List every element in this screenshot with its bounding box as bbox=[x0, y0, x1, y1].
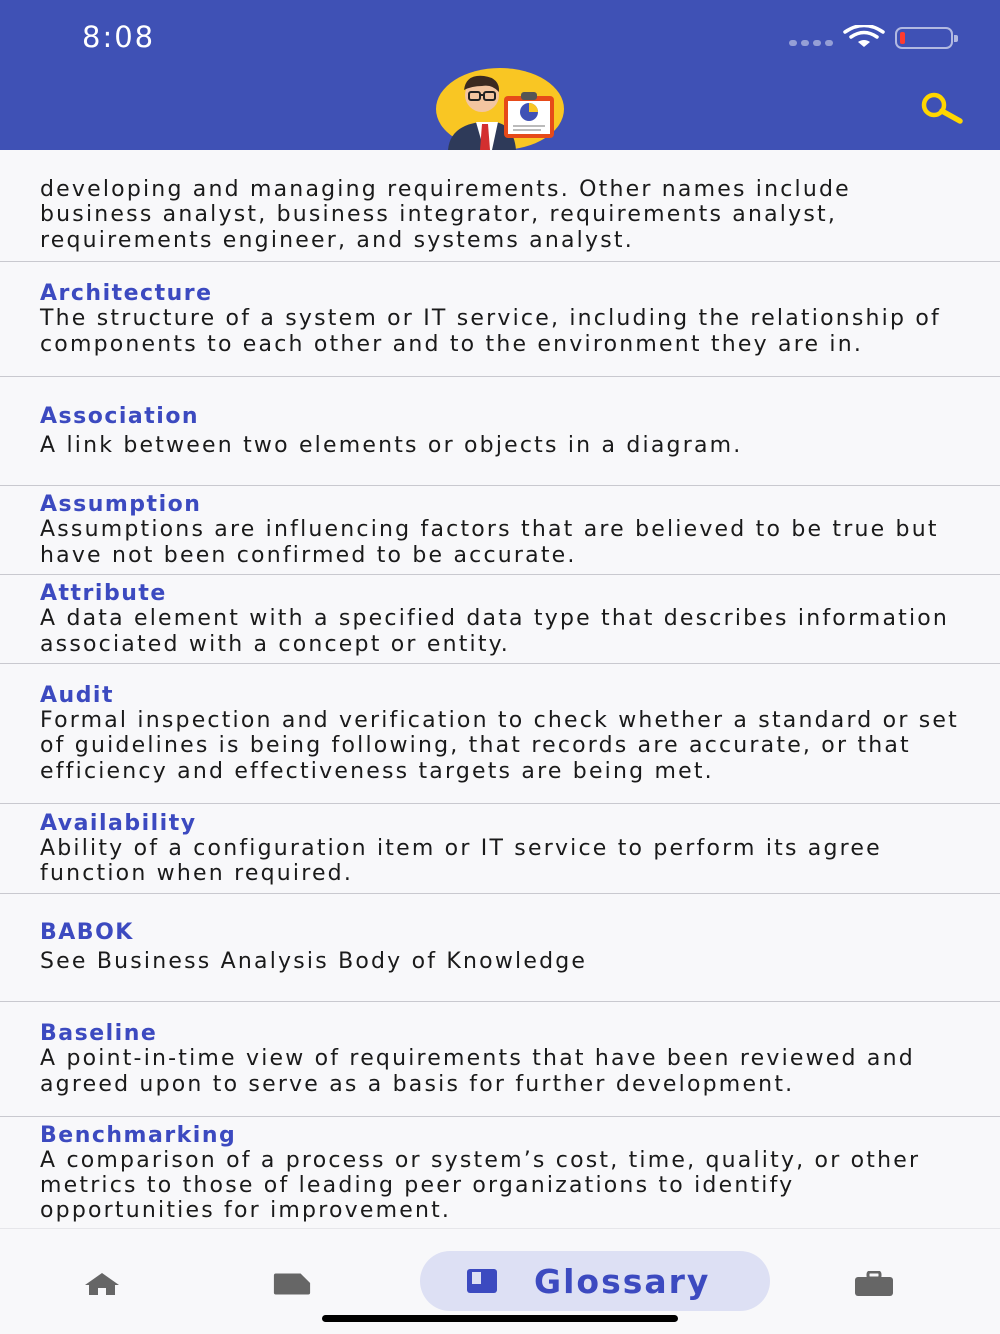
search-icon[interactable] bbox=[918, 92, 966, 124]
glossary-entry[interactable] bbox=[0, 894, 1000, 1002]
entry-term: Attribute bbox=[40, 581, 167, 607]
entry-term: Audit bbox=[40, 683, 114, 709]
entry-term: BABOK bbox=[40, 920, 134, 946]
tag-icon bbox=[272, 1272, 312, 1296]
entry-definition: Assumptions are influencing factors that are believed to be true but have not been confirmed to be accurate. bbox=[40, 517, 939, 568]
entry-definition: A data element with a specified data type that describes information associated with a concept or entity. bbox=[40, 606, 950, 657]
tab-glossary-label: Glossary bbox=[534, 1261, 711, 1301]
entry-definition: The structure of a system or IT service, including the relationship of components to each other and to the environment they are in. bbox=[40, 306, 941, 357]
status-time: 8:08 bbox=[82, 20, 156, 54]
glossary-entry[interactable] bbox=[0, 377, 1000, 486]
tab-glossary[interactable] bbox=[420, 1251, 770, 1311]
tab-work[interactable] bbox=[854, 1269, 894, 1299]
battery-icon bbox=[895, 27, 953, 49]
entry-definition: developing and managing requirements. Other names include business analyst, business integrator, requirements analyst, requirements engineer, and systems analyst. bbox=[40, 177, 851, 253]
entry-term: Association bbox=[40, 403, 200, 429]
glossary-list[interactable] bbox=[0, 150, 1000, 1228]
entry-definition: Ability of a configuration item or IT service to perform its agree function when required. bbox=[40, 835, 882, 886]
briefcase-icon bbox=[854, 1271, 894, 1297]
entry-definition: See Business Analysis Body of Knowledge bbox=[40, 949, 588, 975]
glossary-entry[interactable] bbox=[0, 804, 1000, 894]
book-icon bbox=[466, 1268, 498, 1294]
cellular-signal-icon bbox=[789, 40, 837, 46]
glossary-entry[interactable] bbox=[0, 664, 1000, 804]
entry-term: Availability bbox=[40, 810, 197, 836]
businessman-report-logo bbox=[436, 68, 564, 150]
home-indicator bbox=[322, 1315, 678, 1322]
entry-definition: A link between two elements or objects in a diagram. bbox=[40, 432, 743, 458]
entry-definition: Formal inspection and verification to check whether a standard or set of guidelines is being following, that records are accurate, or that efficiency and effectiveness targets are being met. bbox=[40, 708, 959, 784]
entry-term: Baseline bbox=[40, 1021, 158, 1047]
glossary-entry[interactable] bbox=[0, 1002, 1000, 1117]
app-header bbox=[0, 0, 1000, 150]
tab-home[interactable] bbox=[82, 1269, 122, 1299]
entry-term: Architecture bbox=[40, 281, 213, 307]
glossary-entry[interactable] bbox=[0, 575, 1000, 664]
glossary-entry[interactable] bbox=[0, 486, 1000, 575]
glossary-entry[interactable] bbox=[0, 262, 1000, 377]
entry-definition: A point-in-time view of requirements that have been reviewed and agreed upon to serve as a basis for further development. bbox=[40, 1046, 915, 1097]
entry-term: Assumption bbox=[40, 492, 202, 518]
home-icon bbox=[83, 1271, 121, 1297]
entry-definition: A comparison of a process or system’s cost, time, quality, or other metrics to those of leading peer organizations to identify opportunities for improvement. bbox=[40, 1147, 921, 1224]
glossary-entry[interactable] bbox=[0, 1117, 1000, 1228]
glossary-entry[interactable] bbox=[0, 150, 1000, 262]
entry-term: Benchmarking bbox=[40, 1122, 237, 1148]
wifi-icon bbox=[843, 25, 885, 47]
tab-tag[interactable] bbox=[272, 1269, 312, 1299]
